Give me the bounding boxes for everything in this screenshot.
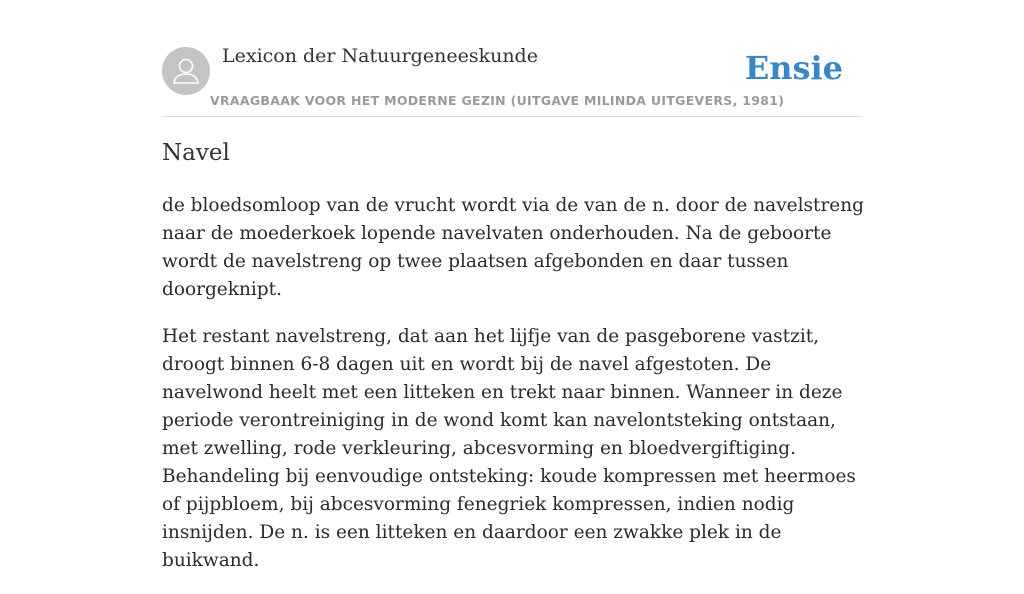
article-title: Navel — [162, 140, 230, 166]
source-header — [162, 0, 862, 117]
article-body — [162, 192, 867, 594]
article-paragraph: de bloedsomloop van de vrucht wordt via de van de n. door de navelstreng naar de moederkoek lopende navelvaten onderhouden. Na de geboorte wordt de navelstreng op twee plaatsen afgebonden en daar tussen doorgeknipt. — [162, 195, 864, 300]
ensie-logo[interactable]: Ensie — [744, 49, 843, 87]
user-icon[interactable] — [162, 47, 210, 95]
article-paragraph: Het restant navelstreng, dat aan het lijfje van de pasgeborene vastzit, droogt binnen 6-8 dagen uit en wordt bij de navel afgestoten. De navelwond heelt met een litteken en trekt naar binnen. Wanneer in deze periode verontreiniging in de wond komt kan navelontsteking ontstaan, met zwelling, rode verkleuring, abcesvorming en bloedvergiftiging. Behandeling bij eenvoudige ontsteking: koude kompressen met heermoes of pijpbloem, bij abcesvorming fenegriek kompressen, indien nodig insnijden. De n. is een litteken en daardoor een zwakke plek in de buikwand. — [162, 326, 856, 571]
source-subtitle: VRAAGBAAK VOOR HET MODERNE GEZIN (UITGAVE MILINDA UITGEVERS, 1981) — [210, 93, 785, 108]
source-title-link[interactable]: Lexicon der Natuurgeneeskunde — [222, 45, 538, 67]
